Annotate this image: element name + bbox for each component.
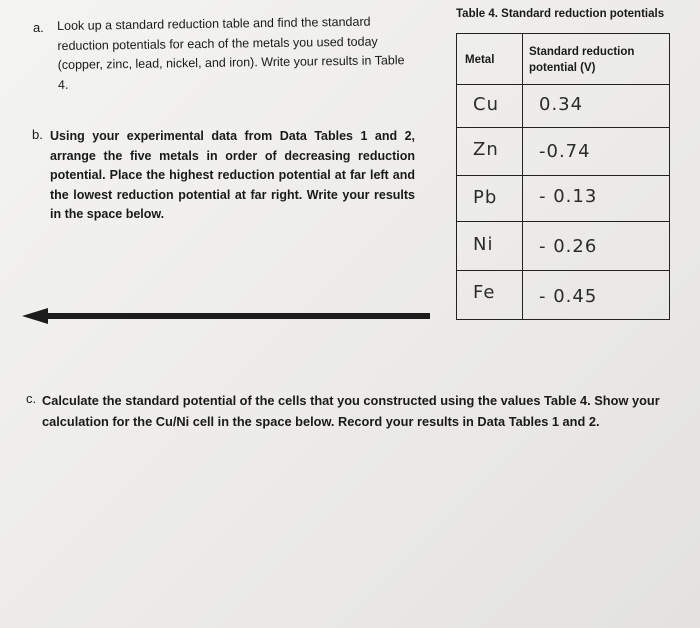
question-b-marker: b. <box>32 127 43 142</box>
question-c-text: Calculate the standard potential of the cells that you constructed using the values Table 4. Show your calculation for the Cu/Ni cell in the space below. Record your results in Data Tables 1 and 2. <box>42 393 660 429</box>
left-arrow <box>22 306 432 326</box>
column-header-potential-line2: potential (V) <box>529 62 596 74</box>
table-row-metal: Pb <box>473 187 498 208</box>
table-4 <box>456 33 670 320</box>
table-row-metal: Fe <box>473 282 496 303</box>
table-4-caption: Table 4. Standard reduction potentials <box>456 8 665 20</box>
question-a-text: Look up a standard reduction table and find the standard reduction potentials for each of the metals you used today (copper, zinc, lead, nickel, and iron). Write your results in Table 4. <box>57 14 405 92</box>
table-row-metal: Zn <box>473 139 499 160</box>
table-row-potential: - 0.13 <box>539 186 598 207</box>
question-a-marker: a. <box>33 20 44 35</box>
table-row-potential: - 0.45 <box>539 286 598 307</box>
table-row-potential: 0.34 <box>539 94 584 115</box>
question-c-marker: c. <box>26 391 37 406</box>
column-header-metal: Metal <box>465 54 495 66</box>
table-row-potential: - 0.26 <box>539 236 598 257</box>
question-b-text: Using your experimental data from Data Tables 1 and 2, arrange the five metals in order of decreasing reduction potential. Place the highest reduction potential at far left and the lowest reduction potential at far right. Write your results in the space below. <box>50 129 415 221</box>
column-header-potential-line1: Standard reduction <box>529 46 635 58</box>
table-row-metal: Ni <box>473 234 494 255</box>
column-header-potential <box>529 44 634 76</box>
table-row-potential: -0.74 <box>539 141 591 162</box>
table-row-metal: Cu <box>473 94 499 115</box>
